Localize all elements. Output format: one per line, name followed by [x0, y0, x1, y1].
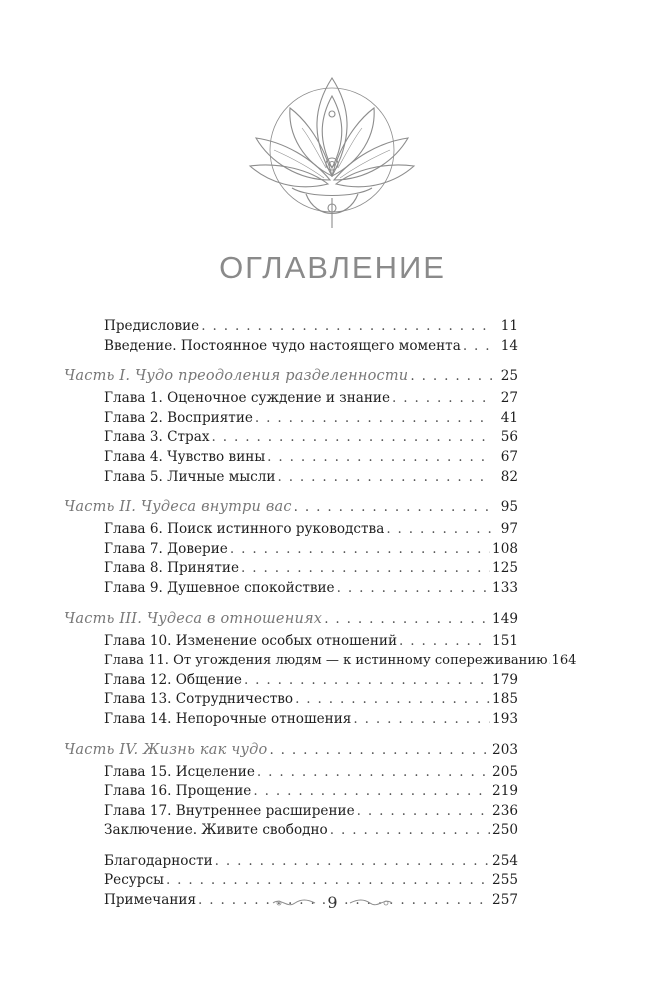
toc-entry: Глава 13. Сотрудничество . . . 185	[104, 690, 518, 710]
toc-entry: Глава 1. Оценочное суждение и знание . . . 27	[104, 389, 518, 409]
toc-entry: Глава 2. Восприятие . . . 41	[104, 409, 518, 429]
toc-part-heading: Часть IV. Жизнь как чудо . . . 203	[64, 738, 518, 763]
page-number: 9	[327, 893, 338, 912]
toc-entry: Глава 12. Общение . . . 179	[104, 671, 518, 691]
toc-entry: Глава 17. Внутреннее расширение . . . 236	[104, 802, 518, 822]
flourish-left-icon	[271, 896, 317, 910]
toc-entry: Глава 7. Доверие . . . 108	[104, 540, 518, 560]
toc-entry: Глава 10. Изменение особых отношений . . . 151	[104, 632, 518, 652]
toc-entry: Глава 9. Душевное спокойствие . . . 133	[104, 579, 518, 599]
toc-entry: Глава 14. Непорочные отношения . . . 193	[104, 710, 518, 730]
toc-entry: Глава 5. Личные мысли . . . 82	[104, 468, 518, 488]
toc-entry: Заключение. Живите свободно . . . 250	[104, 821, 518, 841]
toc-entry: Глава 16. Прощение . . . 219	[104, 782, 518, 802]
toc-entry: Введение. Постоянное чудо настоящего момента . . . 14	[104, 337, 518, 357]
lotus-ornament	[232, 58, 432, 238]
toc-part-heading: Часть III. Чудеса в отношениях . . . 149	[64, 607, 518, 632]
toc-entry: Глава 15. Исцеление . . . 205	[104, 763, 518, 783]
toc-entry: Примечания . . . 257	[104, 891, 518, 911]
flourish-right-icon	[348, 896, 394, 910]
page-footer	[0, 893, 665, 912]
toc-entry: Глава 6. Поиск истинного руководства . . . 97	[104, 520, 518, 540]
toc-entry: Глава 4. Чувство вины . . . 67	[104, 448, 518, 468]
toc-entry: Глава 8. Принятие . . . 125	[104, 559, 518, 579]
toc-entry: Ресурсы . . . 255	[104, 871, 518, 891]
toc-entry: Предисловие . . . 11	[104, 317, 518, 337]
table-of-contents	[64, 317, 577, 911]
toc-part-heading: Часть II. Чудеса внутри вас . . . 95	[64, 495, 518, 520]
toc-entry: Благодарности . . . 254	[104, 852, 518, 872]
toc-part-heading: Часть I. Чудо преодоления разделенности . . . 25	[64, 364, 518, 389]
toc-entry: Глава 3. Страх . . . 56	[104, 428, 518, 448]
toc-entry: Глава 11. От угождения людям — к истинному сопереживанию . . . 164	[104, 651, 518, 671]
page-title: ОГЛАВЛЕНИЕ	[219, 250, 446, 285]
